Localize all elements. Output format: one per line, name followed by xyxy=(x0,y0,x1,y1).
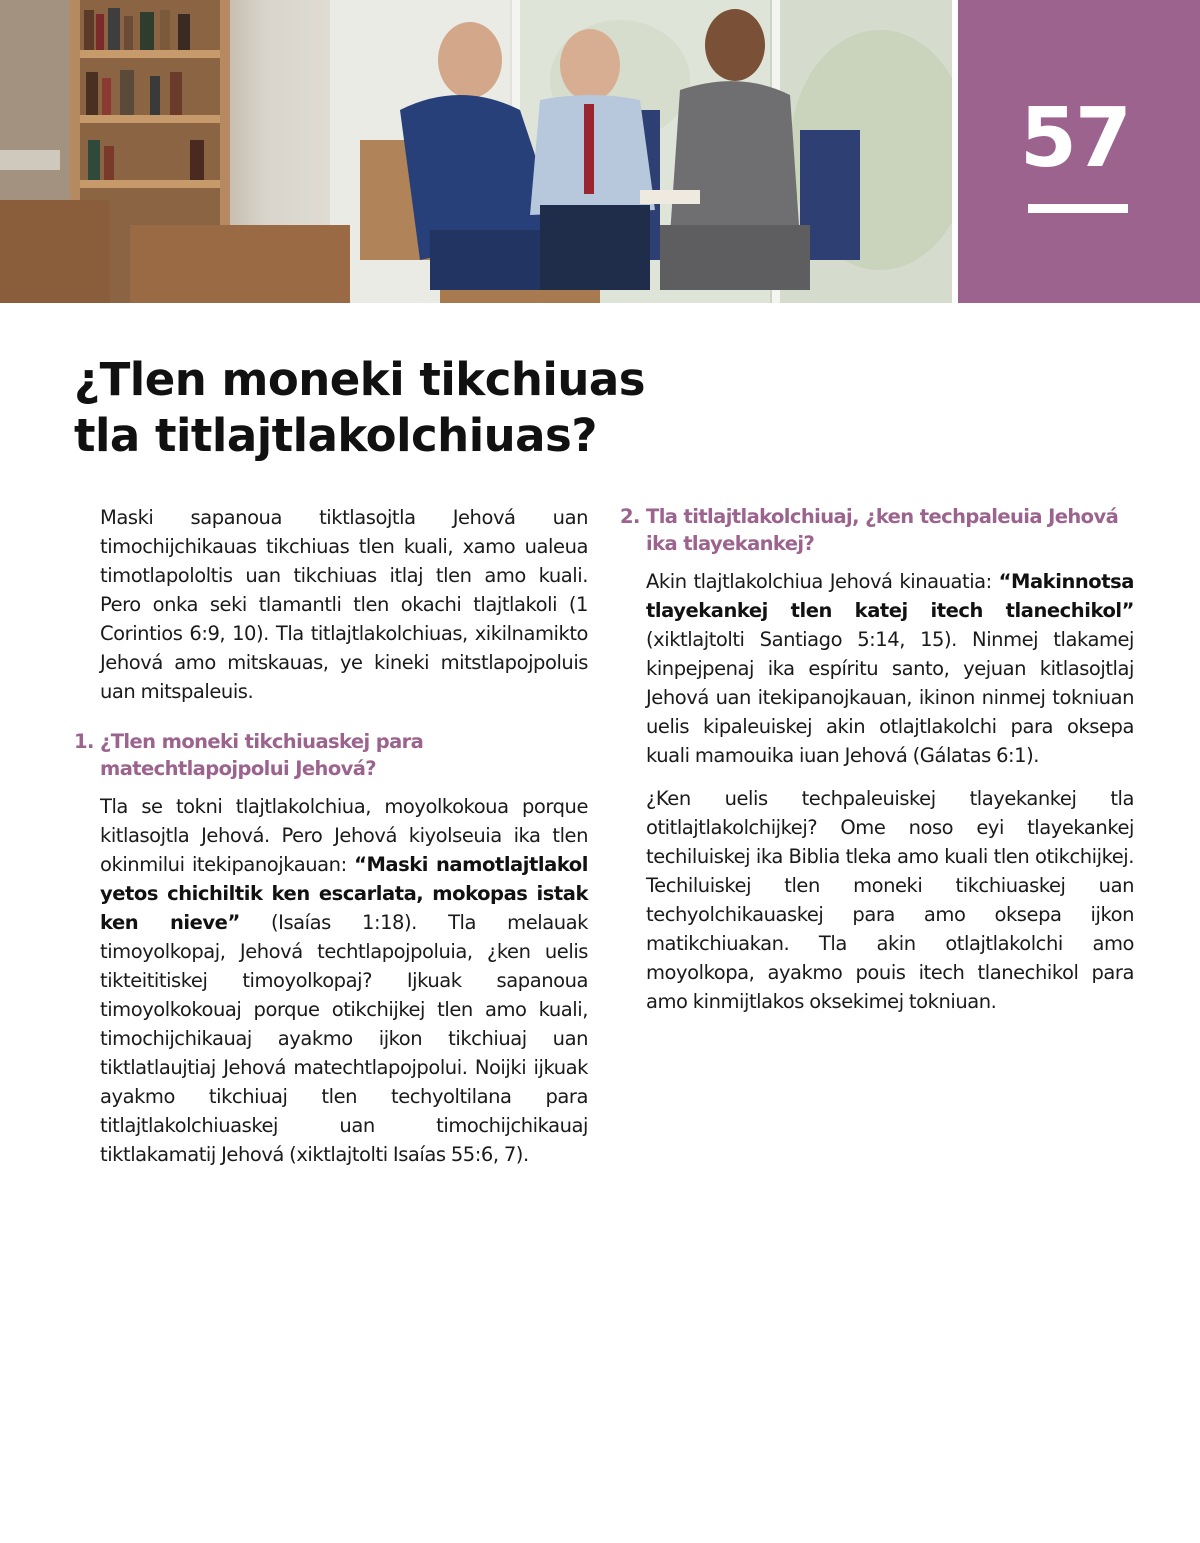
question-2-text: Tla titlajtlakolchiuaj, ¿ken techpaleuia Jehová ika tlayekankej? xyxy=(646,505,1119,555)
lesson-number: 57 xyxy=(1019,91,1130,186)
page-title xyxy=(74,352,714,464)
question-1-heading xyxy=(74,728,588,782)
question-2-scripture-quote: “Makinnotsa tlayekankej tlen katej itech tlanechikol” xyxy=(646,570,1134,622)
question-1-answer xyxy=(100,792,588,1169)
question-1-answer-rest: (Isaías 1:18). Tla melauak timoyolkopaj, Jehová techtlapojpoluia, ¿ken uelis tikteititiskej timoyolkopaj? Ijkuak sapanoua timoyolkokouaj porque otikchijkej tlen amo kuali, timochijchikauaj ayakmo ijkon tikchiuaj uan tiktlatlaujtiaj Jehová matechtlapojpolui. Noijki ijkuak ayakmo tikchiuaj tlen techyoltilana para titlajtlakolchiuaskej uan timochijchikauaj tiktlakamatij Jehová (xiktlajtolti Isaías 55:6, 7). xyxy=(100,911,588,1166)
left-column xyxy=(74,503,588,1183)
lesson-number-underline xyxy=(1028,204,1128,213)
question-1-number: 1. xyxy=(74,730,94,753)
question-2-number: 2. xyxy=(620,505,640,528)
question-1-answer-intro: Tla se tokni tlajtlakolchiua, moyolkokoua porque kitlasojtla Jehová. Pero Jehová kiyolseuia ika tlen okinmilui itekipanojkauan: xyxy=(100,795,588,876)
question-2-answer-2: ¿Ken uelis techpaleuiskej tlayekankej tla otitlajtlakolchijkej? Ome noso eyi tlayekankej techiluiskej ika Biblia tleka amo kuali tlen otikchijkej. Techiluiskej tlen moneki tikchiuaskej uan techyolchikauaskej para amo oksepa ijkon matikchiuakan. Tla akin otlajtlakolchi amo moyolkopa, ayakmo pouis itech tlanechikol para amo kinmijtlakos oksekimej tokniuan. xyxy=(646,787,1134,1013)
intro-paragraph: Maski sapanoua tiktlasojtla Jehová uan timochijchikauas tikchiuas tlen kuali, xamo ualeua timotlapololtis uan tikchiuas itlaj tlen amo kuali. Pero onka seki tlamantli tlen okachi tlajtlakoli (1 Corintios 6:9, 10). Tla titlajtlakolchiuas, xikilnamikto Jehová amo mitskauas, ye kineki mitstlapojpoluis uan mitspaleuis. xyxy=(100,506,588,703)
question-2-answer-1 xyxy=(646,567,1134,770)
page-title-line-1: ¿Tlen moneki tikchiuas xyxy=(74,353,646,406)
lesson-number-block xyxy=(958,0,1200,303)
page-title-line-2: tla titlajtlakolchiuas? xyxy=(74,409,597,462)
header-photo xyxy=(0,0,952,303)
question-2-answer-intro: Akin tlajtlakolchiua Jehová kinauatia: xyxy=(646,570,999,593)
question-2-heading xyxy=(620,503,1134,557)
question-1-text: ¿Tlen moneki tikchiuaskej para matechtlapojpolui Jehová? xyxy=(100,730,424,780)
header-photo-illustration xyxy=(0,0,952,303)
right-column xyxy=(620,503,1134,1030)
question-2-answer-rest: (xiktlajtolti Santiago 5:14, 15). Ninmej tlakamej kinpejpenaj ika espíritu santo, yejuan kitlasojtlaj Jehová uan itekipanojkauan, ikinon ninmej tokniuan uelis kipaleuiskej akin otlajtlakolchi para oksepa kuali mamouika iuan Jehová (Gálatas 6:1). xyxy=(646,628,1134,767)
question-1-scripture-quote: “Maski namotlajtlakol yetos chichiltik ken escarlata, mokopas istak ken nieve” xyxy=(100,853,588,934)
